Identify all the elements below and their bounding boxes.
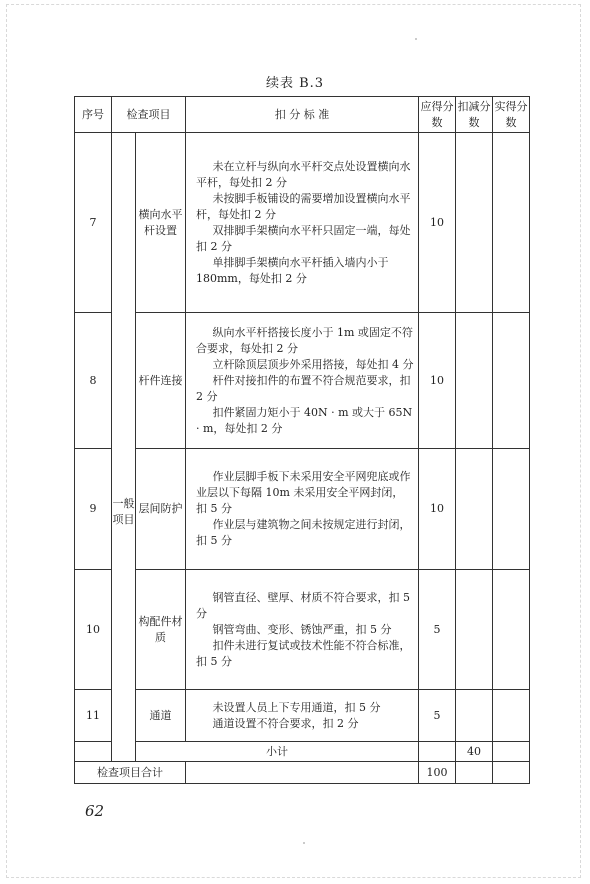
row-due-score: 10 [419,449,456,570]
standard-line: 未设置人员上下专用通道，扣 5 分 [212,700,381,714]
row-deduct-score [456,133,493,313]
total-label: 检查项目合计 [75,762,186,784]
row-deduct-score [456,449,493,570]
row-item: 构配件材质 [136,570,186,690]
row-due-score: 5 [419,690,456,742]
total-actual [493,762,530,784]
standard-line: 作业层脚手板下未采用安全平网兜底或作业层以下每隔 10m 未采用安全平网封闭，扣 5 分 [196,470,411,515]
subtotal-score: 40 [456,742,493,762]
row-standard [186,690,419,742]
table-row [75,133,530,313]
header-actual-score: 实得分数 [493,97,530,133]
row-deduct-score [456,690,493,742]
standard-line: 作业层与建筑物之间未按规定进行封闭，扣 5 分 [196,518,411,547]
table-row [75,313,530,449]
total-standard-empty [186,762,419,784]
row-item: 层间防护 [136,449,186,570]
row-actual-score [493,133,530,313]
row-due-score: 5 [419,570,456,690]
table-row [75,449,530,570]
page-number: 62 [85,802,105,820]
row-seq: 8 [75,313,112,449]
table-row [75,570,530,690]
row-item: 杆件连接 [136,313,186,449]
total-row [75,762,530,784]
standard-line: 未按脚手板铺设的需要增加设置横向水平杆，每处扣 2 分 [196,191,411,221]
standard-line: 扣件未进行复试或技术性能不符合标准，扣 5 分 [196,638,411,668]
standard-line: 双排脚手架横向水平杆只固定一端，每处扣 2 分 [196,223,411,253]
standard-line: 纵向水平杆搭接长度小于 1m 或固定不符合要求，每处扣 2 分 [196,325,413,355]
header-item: 检查项目 [112,97,186,133]
row-seq: 10 [75,570,112,690]
standard-line: 通道设置不符合要求，扣 2 分 [212,716,359,730]
header-seq: 序号 [75,97,112,133]
header-row [75,97,530,133]
row-item: 通道 [136,690,186,742]
table-caption: 续表 B.3 [265,76,325,91]
subtotal-seq-empty [75,742,112,762]
row-actual-score [493,449,530,570]
row-standard [186,570,419,690]
standard-line: 立杆除顶层顶步外采用搭接，每处扣 4 分 [212,357,414,371]
subtotal-label: 小计 [136,742,419,762]
standard-line: 钢管直径、壁厚、材质不符合要求，扣 5 分 [196,590,410,620]
row-actual-score [493,690,530,742]
row-standard [186,449,419,570]
header-standard: 扣 分 标 准 [186,97,419,133]
header-due-score: 应得分数 [419,97,456,133]
row-deduct-score [456,313,493,449]
row-seq: 7 [75,133,112,313]
row-seq: 11 [75,690,112,742]
total-deduct [456,762,493,784]
standard-line: 未在立杆与纵向水平杆交点处设置横向水平杆，每处扣 2 分 [196,159,411,189]
row-due-score: 10 [419,133,456,313]
row-due-score: 10 [419,313,456,449]
total-score: 100 [419,762,456,784]
row-seq: 9 [75,449,112,570]
header-deduct-score: 扣减分数 [456,97,493,133]
inspection-table [74,96,530,784]
standard-line: 扣件紧固力矩小于 40N · m 或大于 65N · m，每处扣 2 分 [196,405,413,435]
row-actual-score [493,313,530,449]
subtotal-standard-empty [419,742,456,762]
subtotal-row [75,742,530,762]
row-deduct-score [456,570,493,690]
row-actual-score [493,570,530,690]
category-cell: 一般项目 [112,133,136,762]
scan-speck [415,38,417,40]
row-standard [186,133,419,313]
row-standard [186,313,419,449]
standard-line: 钢管弯曲、变形、锈蚀严重，扣 5 分 [212,622,392,636]
standard-line: 单排脚手架横向水平杆插入墙内小于 180mm，每处扣 2 分 [196,255,389,285]
table-row [75,690,530,742]
scan-speck [303,842,305,844]
standard-line: 杆件对接扣件的布置不符合规范要求，扣 2 分 [196,373,411,403]
row-item: 横向水平杆设置 [136,133,186,313]
subtotal-deduct [493,742,530,762]
